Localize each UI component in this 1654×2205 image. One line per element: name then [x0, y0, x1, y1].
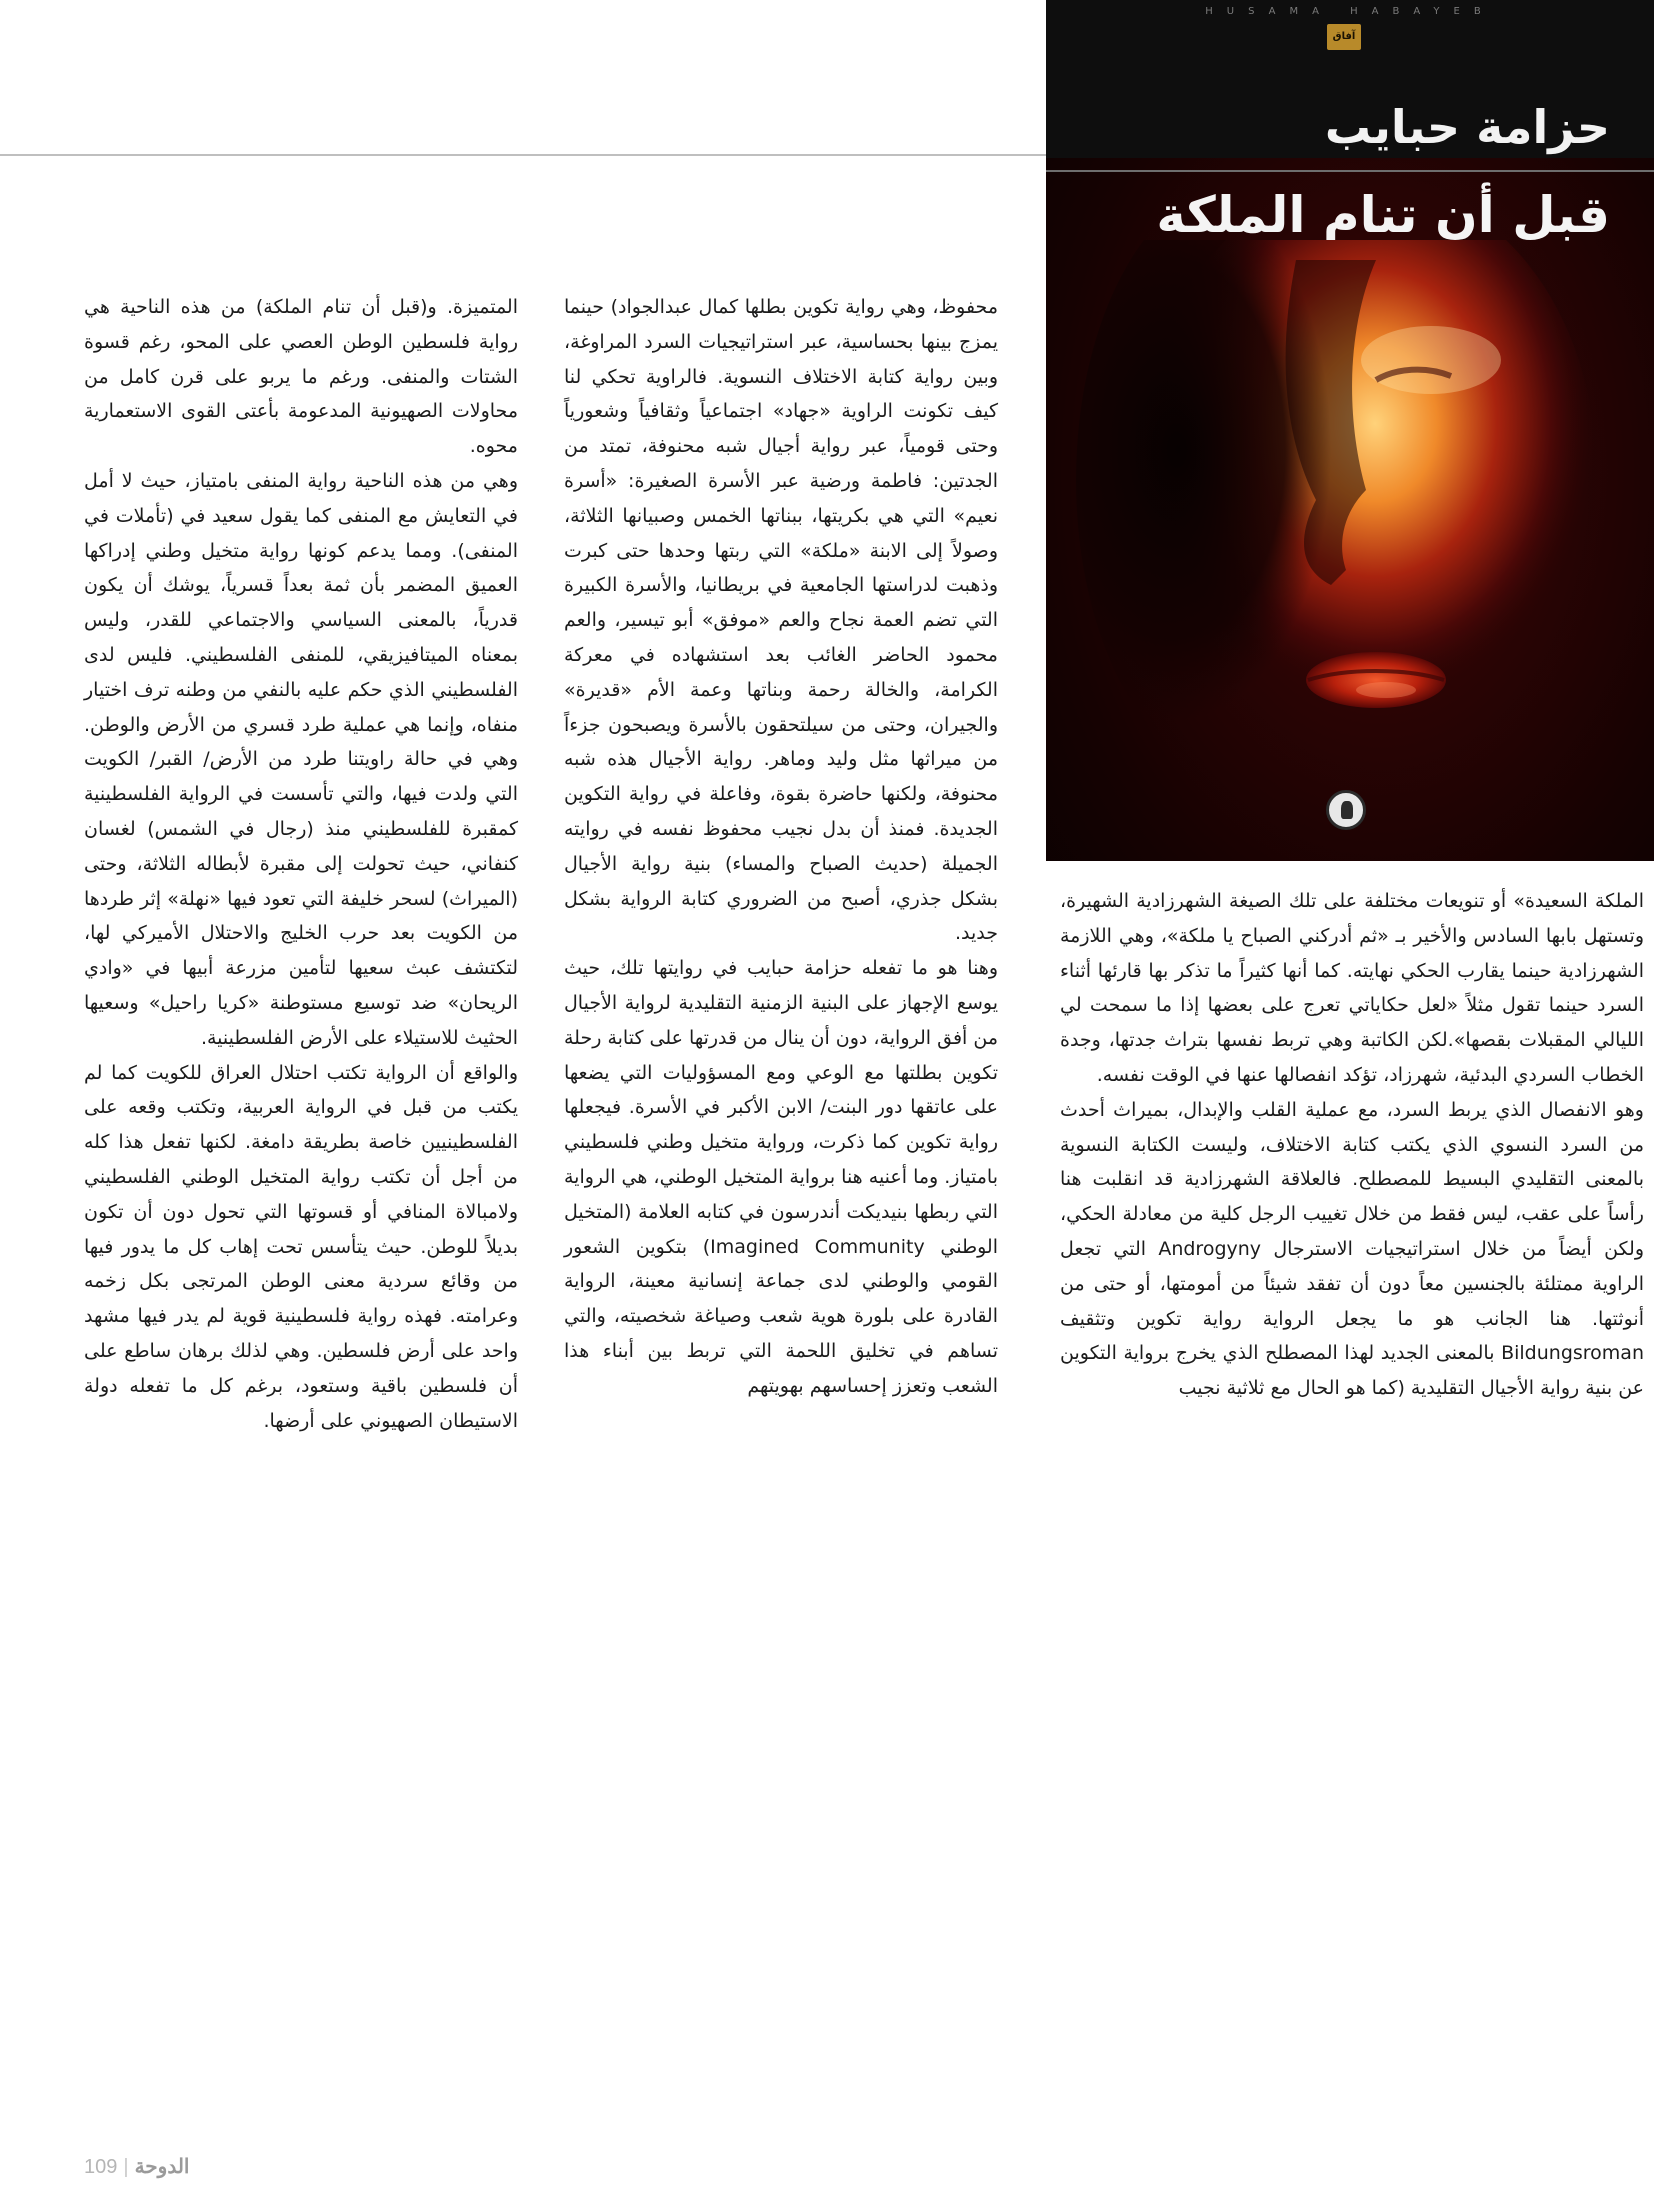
paragraph: الملكة السعيدة» أو تنويعات مختلفة على تلك الصيغة الشهرزادية الشهيرة، وتستهل بابها السادس والأخير بـ «ثم أدركني الصباح يا ملكة»، وهي اللازمة الشهرزادية حينما يقارب الحكي نهايته. كما أنها كثيراً ما تذكر بها قارئها أثناء السرد حينما تقول مثلاً «لعل حكاياتي تعرج على بعضها إذا ما سمحت لي الليالي المقبلات بقصها».لكن الكاتبة وهي تربط نفسها بتراث جدتها، وجدة الخطاب السردي البدئية، شهرزاد، تؤكد انفصالها عنها في الوقت نفسه.: [1060, 890, 1644, 1086]
cover-divider: [1046, 170, 1654, 172]
book-cover: [1046, 0, 1654, 861]
paragraph: وهنا هو ما تفعله حزامة حبايب في روايتها تلك، حيث يوسع الإجهاز على البنية الزمنية التقليدية لرواية الأجيال من أفق الرواية، دون أن ينال من قدرتها على كتابة رحلة تكوين بطلتها مع الوعي ومع المسؤوليات التي يضعها على عاتقها دور البنت/ الابن الأكبر في الأسرة. فيجعلها رواية تكوين كما ذكرت، ورواية متخيل وطني فلسطيني بامتياز. وما أعنيه هنا برواية المتخيل الوطني، هي الرواية التي ربطها بنيديكت أندرسون في كتابه العلامة (المتخيل الوطني Imagined Community) بتكوين الشعور القومي والوطني لدى جماعة إنسانية معينة، الرواية القادرة على بلورة هوية شعب وصياغة شخصيته، والتي تساهم في تخليق اللحمة التي تربط بين أبناء هذا الشعب وتعزز إحساسهم بهويتهم: [564, 957, 999, 1397]
cover-author-latin: HUSAMA HABAYEB: [1205, 6, 1495, 17]
article-column-right: [1060, 884, 1644, 1406]
paragraph: وهي من هذه الناحية رواية المنفى بامتياز، حيث لا أمل في التعايش مع المنفى كما يقول سعيد في (تأملات في المنفى). ومما يدعم كونها رواية متخيل وطني إدراكها العميق المضمر بأن ثمة بعداً قسرياً، يوشك أن يكون قدرياً، بالمعنى السياسي والاجتماعي للقدر، وليس بمعناه الميتافيزيقي، للمنفى الفلسطيني. فليس لدى الفلسطيني الذي حكم عليه بالنفي من وطنه ترف اختيار منفاه، وإنما هي عملية طرد قسري من الأرض والوطن. وهي في حالة راويتنا طرد من الأرض/ القبر/ الكويت التي ولدت فيها، والتي تأسست في الرواية الفلسطينية كمقبرة للفلسطيني منذ (رجال في الشمس) لغسان كنفاني، حيث تحولت إلى مقبرة لأبطاله الثلاثة، وحتى (الميراث) لسحر خليفة التي تعود فيها «نهلة» إثر طردها من الكويت بعد حرب الخليج والاحتلال الأميركي لها، لتكتشف عبث سعيها لتأمين مزرعة أبيها في «وادي الريحان» ضد توسيع مستوطنة «كريا راحيل» وسعيها الحثيث للاستيلاء على الأرض الفلسطينية.: [84, 469, 518, 1049]
cover-author-name: حزامة حبايب: [1324, 100, 1610, 154]
article-column-middle: [564, 290, 998, 1404]
paragraph: محفوظ، وهي رواية تكوين بطلها كمال عبدالجواد) حينما يمزج بينها بحساسية، عبر استراتيجيات السرد المراوغة، وبين رواية كتابة الاختلاف النسوية. فالراوية تحكي لنا كيف تكونت الراوية «جهاد» اجتماعياً وثقافياً وشعورياً وحتى قومياً، عبر رواية أجيال شبه محنوفة، تمتد من الجدتين: فاطمة ورضية عبر الأسرة الصغيرة: «أسرة نعيم» التي هي بكريتها، ببناتها الخمس وصبيانها الثلاثة، وصولاً إلى الابنة «ملكة» التي ربتها وحدها حتى كبرت وذهبت لدراستها الجامعية في بريطانيا، والأسرة الكبيرة التي تضم العمة نجاح والعم «موفق» أبو تيسير، والعم محمود الحاضر الغائب بعد استشهاده في معركة الكرامة، والخالة رحمة وبناتها وعمة الأم «قديرة» والجيران، وحتى من سيلتحقون بالأسرة ويصبحون جزءاً من ميراثها مثل وليد وماهر. رواية الأجيال هذه شبه محنوفة، ولكنها حاضرة بقوة، وفاعلة في رواية التكوين الجديدة. فمنذ أن بدل نجيب محفوظ نفسه في روايته الجميلة (حديث الصباح والمساء) بنية رواية الأجيال بشكل جذري، أصبح من الضروري كتابة الرواية بشكل جديد.: [564, 296, 998, 945]
article-column-left: [84, 290, 518, 1438]
publisher-logo: آفاق: [1327, 24, 1361, 50]
paragraph: وهو الانفصال الذي يربط السرد، مع عملية القلب والإبدال، بميراث أحدث من السرد النسوي الذي يكتب كتابة الاختلاف، وليست الكتابة النسوية بالمعنى التقليدي البسيط للمصطلح. فالعلاقة الشهرزادية قد انقلبت هنا رأساً على عقب، ليس فقط من خلال تغييب الرجل كلية من معادلة الحكي، ولكن أيضاً من خلال استراتيجيات الاسترجال Androgyny التي تجعل الراوية ممتلئة بالجنسين معاً دون أن تفقد شيئاً من أمومتها، أو حتى من أنوثتها. هنا الجانب هو ما يجعل الرواية رواية تكوين وتثقيف Bildungsroman بالمعنى الجديد لهذا المصطلح الذي يخرج برواية التكوين عن بنية رواية الأجيال التقليدية (كما هو الحال مع ثلاثية نجيب: [1060, 1098, 1645, 1400]
page-number: 109: [84, 2156, 118, 2178]
footer-separator: |: [123, 2156, 129, 2178]
publisher-badge-icon: [1326, 790, 1366, 830]
cover-book-title: قبل أن تنام الملكة: [1156, 186, 1610, 244]
cover-face-illustration: [1046, 240, 1654, 861]
magazine-name: الدوحة: [134, 2156, 190, 2178]
page-footer: [84, 2154, 189, 2179]
header-rule: [0, 154, 1046, 156]
paragraph: والواقع أن الرواية تكتب احتلال العراق للكويت كما لم يكتب من قبل في الرواية العربية، وتكتب وقعه على الفلسطينيين خاصة بطريقة دامغة. لكنها تفعل هذا كله من أجل أن تكتب رواية المتخيل الوطني الفلسطيني ولامبالاة المنافي أو قسوتها التي تحول دون أن تكون بديلاً للوطن. حيث يتأسس تحت إهاب كل ما يدور فيها من وقائع سردية معنى الوطن المرتجى بكل زخمه وعرامته. فهذه رواية فلسطينية قوية لم يدر فيها مشهد واحد على أرض فلسطين. وهي لذلك برهان ساطع على أن فلسطين باقية وستعود، برغم كل ما تفعله دولة الاستيطان الصهيوني على أرضها.: [84, 1061, 518, 1432]
paragraph: المتميزة. و(قبل أن تنام الملكة) من هذه الناحية هي رواية فلسطين الوطن العصي على المحو، رغم قسوة الشتات والمنفى. ورغم ما يربو على قرن كامل من محاولات الصهيونية المدعومة بأعتى القوى الاستعمارية محوه.: [84, 296, 518, 458]
